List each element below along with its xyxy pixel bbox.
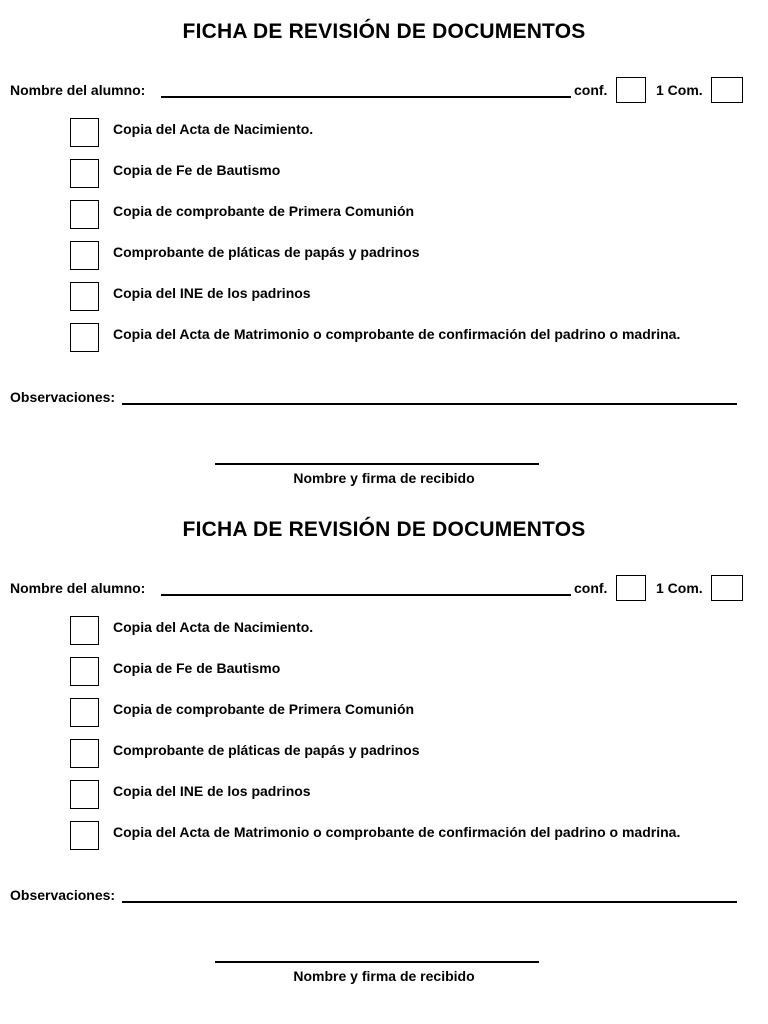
observations-row	[10, 886, 750, 910]
signature-line[interactable]	[215, 463, 539, 465]
checklist-item	[70, 323, 760, 364]
observations-field[interactable]	[122, 403, 737, 405]
student-name-row	[10, 575, 750, 605]
checklist-item	[70, 159, 760, 200]
checklist-label: Comprobante de pláticas de papás y padrinos	[113, 244, 420, 260]
document-review-form-2	[0, 498, 768, 996]
checklist-checkbox[interactable]	[70, 616, 99, 645]
checklist-label: Copia del Acta de Matrimonio o comprobante de confirmación del padrino o madrina.	[113, 326, 681, 342]
com-checkbox[interactable]	[711, 575, 743, 601]
conf-checkbox[interactable]	[616, 77, 646, 103]
checklist-checkbox[interactable]	[70, 657, 99, 686]
student-name-row	[10, 77, 750, 107]
form-title: FICHA DE REVISIÓN DE DOCUMENTOS	[182, 518, 586, 541]
checklist-label: Copia de Fe de Bautismo	[113, 162, 281, 178]
signature-line[interactable]	[215, 961, 539, 963]
observations-row	[10, 388, 750, 412]
checklist-item	[70, 118, 760, 159]
observations-label: Observaciones:	[10, 389, 116, 405]
observations-field[interactable]	[122, 901, 737, 903]
conf-checkbox[interactable]	[616, 575, 646, 601]
student-name-field[interactable]	[161, 594, 571, 596]
checklist-label: Copia de comprobante de Primera Comunión	[113, 701, 415, 717]
checklist-label: Copia del Acta de Nacimiento.	[113, 619, 314, 635]
checklist-checkbox[interactable]	[70, 780, 99, 809]
signature-label: Nombre y firma de recibido	[293, 470, 475, 486]
checklist-label: Copia del INE de los padrinos	[113, 783, 311, 799]
checklist-label: Comprobante de pláticas de papás y padrinos	[113, 742, 420, 758]
com-label: 1 Com.	[656, 82, 703, 98]
checklist-checkbox[interactable]	[70, 739, 99, 768]
com-label: 1 Com.	[656, 580, 703, 596]
document-checklist	[70, 118, 760, 364]
signature-label: Nombre y firma de recibido	[293, 968, 475, 984]
checklist-item	[70, 739, 760, 780]
checklist-item	[70, 780, 760, 821]
document-review-form-1	[0, 0, 768, 498]
com-checkbox[interactable]	[711, 77, 743, 103]
checklist-item	[70, 698, 760, 739]
checklist-checkbox[interactable]	[70, 282, 99, 311]
student-name-label: Nombre del alumno:	[10, 580, 146, 596]
checklist-checkbox[interactable]	[70, 200, 99, 229]
document-checklist	[70, 616, 760, 862]
checklist-checkbox[interactable]	[70, 323, 99, 352]
checklist-item	[70, 821, 760, 862]
checklist-label: Copia del Acta de Matrimonio o comprobante de confirmación del padrino o madrina.	[113, 824, 681, 840]
student-name-field[interactable]	[161, 96, 571, 98]
checklist-item	[70, 241, 760, 282]
checklist-label: Copia del Acta de Nacimiento.	[113, 121, 314, 137]
checklist-checkbox[interactable]	[70, 159, 99, 188]
form-title: FICHA DE REVISIÓN DE DOCUMENTOS	[182, 20, 586, 43]
checklist-checkbox[interactable]	[70, 698, 99, 727]
observations-label: Observaciones:	[10, 887, 116, 903]
checklist-item	[70, 282, 760, 323]
checklist-label: Copia de Fe de Bautismo	[113, 660, 281, 676]
conf-label: conf.	[574, 580, 608, 596]
checklist-item	[70, 200, 760, 241]
checklist-label: Copia de comprobante de Primera Comunión	[113, 203, 415, 219]
student-name-label: Nombre del alumno:	[10, 82, 146, 98]
checklist-label: Copia del INE de los padrinos	[113, 285, 311, 301]
checklist-item	[70, 657, 760, 698]
checklist-checkbox[interactable]	[70, 118, 99, 147]
conf-label: conf.	[574, 82, 608, 98]
checklist-item	[70, 616, 760, 657]
checklist-checkbox[interactable]	[70, 821, 99, 850]
checklist-checkbox[interactable]	[70, 241, 99, 270]
